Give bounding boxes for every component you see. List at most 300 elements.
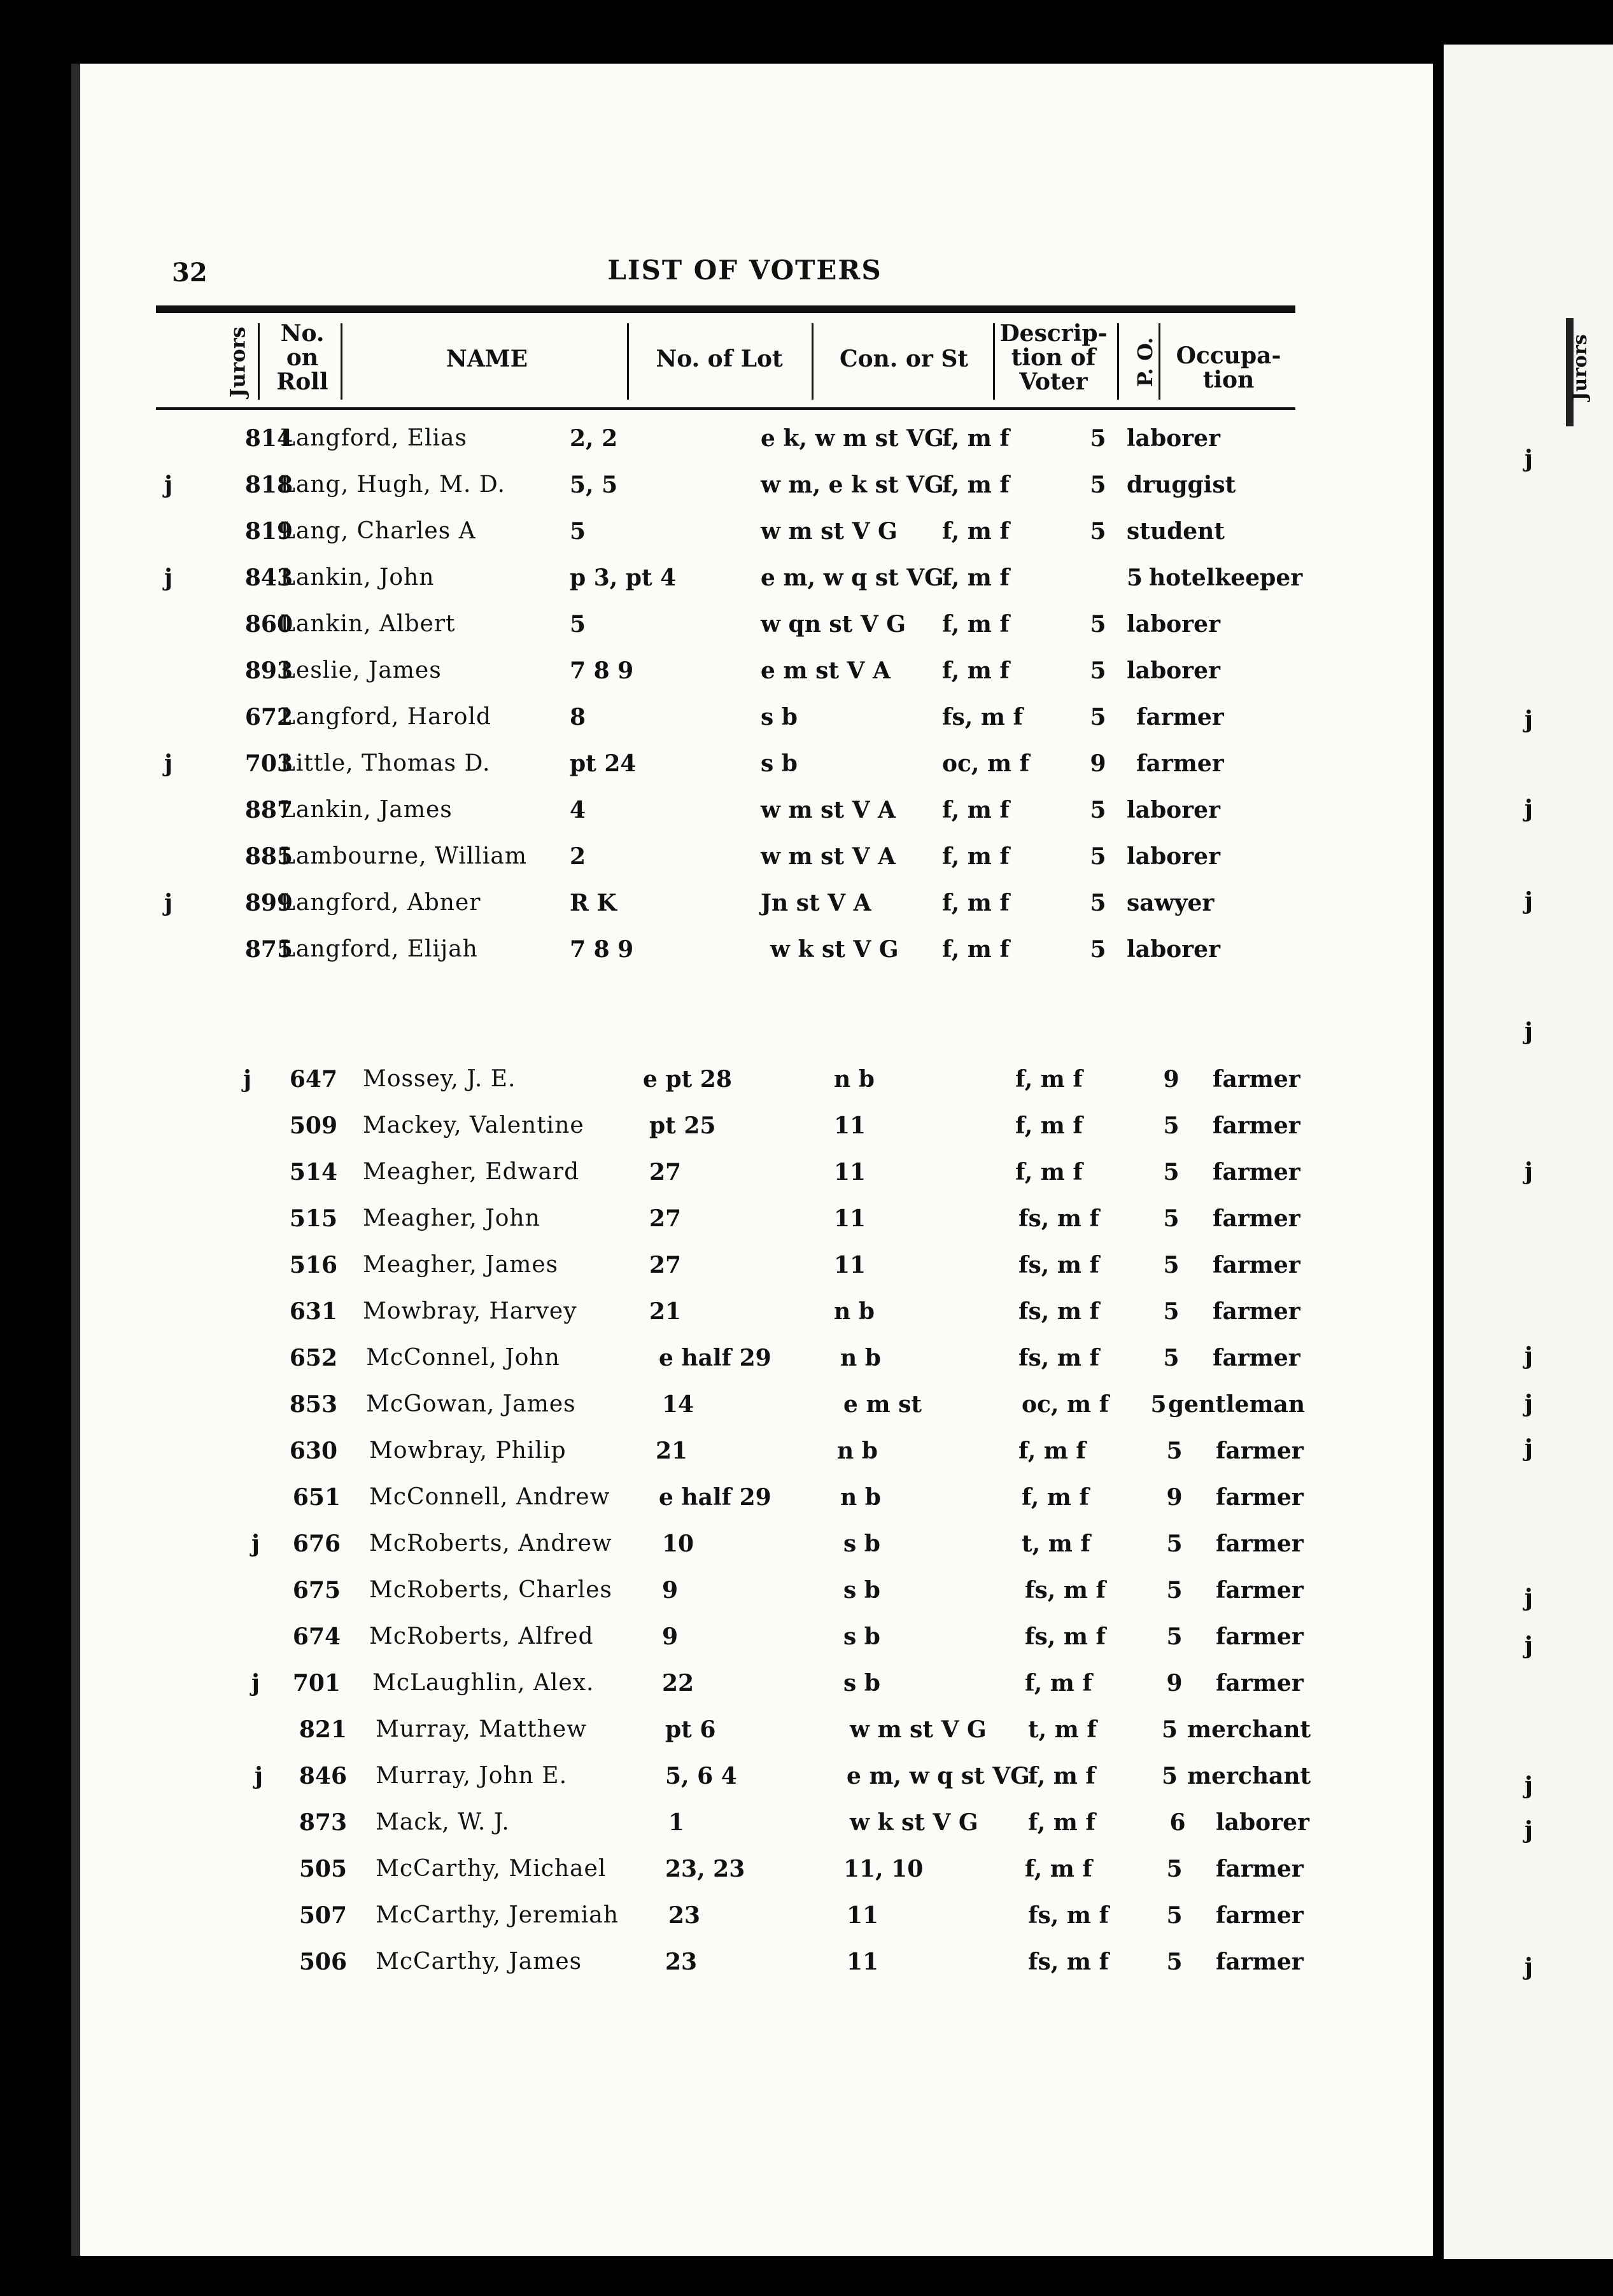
voter-name: Murray, Matthew: [376, 1716, 587, 1742]
voter-description: fs, m f: [1018, 1205, 1099, 1232]
post-office: 5: [1166, 1949, 1183, 1975]
voter-name: Lang, Hugh, M. D.: [280, 472, 505, 498]
roll-number: 651: [292, 1484, 341, 1511]
post-office: 5: [1150, 1391, 1167, 1418]
page-title: LIST OF VOTERS: [607, 255, 882, 286]
table-row: [0, 1345, 1353, 1390]
post-office: 5: [1090, 425, 1106, 452]
lot-number: 5: [570, 518, 586, 545]
occupation: farmer: [1213, 1159, 1300, 1186]
right-juror-mark: j: [1525, 1772, 1533, 1799]
voter-name: McCarthy, Jeremiah: [376, 1902, 619, 1928]
roll-number: 873: [299, 1809, 347, 1836]
roll-number: 899: [244, 890, 293, 916]
voter-description: fs, m f: [1028, 1949, 1109, 1975]
table-row: [0, 936, 1353, 982]
header-lot: No. of Lot: [656, 346, 783, 372]
concession: 11: [847, 1949, 879, 1975]
voter-description: oc, m f: [1022, 1391, 1109, 1418]
right-juror-mark: j: [1525, 1018, 1533, 1045]
post-office: 5: [1090, 472, 1106, 498]
table-row: [0, 1716, 1353, 1762]
table-row: [0, 1159, 1353, 1205]
roll-number: 701: [292, 1670, 341, 1697]
roll-number: 652: [289, 1345, 337, 1371]
concession: w k st V G: [770, 936, 899, 963]
occupation: farmer: [1216, 1856, 1304, 1882]
lot-number: 8: [570, 704, 586, 731]
roll-number: 672: [244, 704, 293, 731]
column-separator: [812, 323, 814, 400]
occupation: gentleman: [1168, 1391, 1306, 1418]
post-office: 5: [1090, 797, 1106, 823]
voter-description: f, m f: [1022, 1484, 1089, 1511]
voter-description: fs, m f: [1025, 1623, 1106, 1650]
occupation: farmer: [1136, 750, 1224, 777]
occupation: farmer: [1216, 1670, 1304, 1697]
voter-name: Lankin, Albert: [280, 611, 456, 637]
table-row: [0, 1298, 1353, 1344]
voter-description: f, m f: [942, 611, 1010, 638]
concession: s b: [843, 1670, 880, 1697]
lot-number: 7 8 9: [570, 936, 634, 963]
table-row: [0, 1577, 1353, 1623]
right-juror-mark: j: [1525, 1343, 1533, 1369]
table-row: [0, 1670, 1353, 1716]
roll-number: 515: [289, 1205, 337, 1232]
roll-number: 647: [289, 1066, 337, 1093]
voter-name: Lambourne, William: [280, 843, 528, 869]
roll-number: 885: [244, 843, 293, 870]
roll-number: 630: [289, 1438, 337, 1464]
roll-number: 509: [289, 1112, 337, 1139]
voter-description: fs, m f: [1028, 1902, 1109, 1929]
voter-description: f, m f: [1028, 1763, 1095, 1789]
roll-number: 676: [292, 1530, 341, 1557]
header-occ-line1: Occupa-: [1176, 342, 1281, 369]
post-office: 5: [1090, 843, 1106, 870]
header-no: No.: [280, 320, 325, 347]
header-occupation: [1165, 344, 1292, 392]
voter-description: f, m f: [942, 843, 1010, 870]
lot-number: e pt 28: [643, 1066, 732, 1093]
lot-number: e half 29: [659, 1345, 771, 1371]
header-occ-line2: tion: [1202, 367, 1255, 393]
concession: e m, w q st VG: [847, 1763, 1030, 1789]
header-on: on: [286, 344, 319, 371]
roll-number: 506: [299, 1949, 347, 1975]
post-office: 5: [1163, 1252, 1180, 1278]
voter-name: Mowbray, Philip: [369, 1438, 567, 1464]
voter-description: f, m f: [1015, 1159, 1083, 1186]
concession: 11: [834, 1159, 866, 1186]
voter-name: McCarthy, James: [376, 1949, 582, 1975]
roll-number: 505: [299, 1856, 347, 1882]
roll-number: 846: [299, 1763, 347, 1789]
concession: w m, e k st VG: [761, 472, 944, 498]
concession: 11: [834, 1252, 866, 1278]
table-row: [0, 1484, 1353, 1530]
occupation: farmer: [1213, 1066, 1300, 1093]
voter-name: Mack, W. J.: [376, 1809, 510, 1835]
lot-number: 21: [649, 1298, 682, 1325]
juror-mark: j: [164, 564, 173, 591]
juror-mark: j: [255, 1763, 264, 1789]
voter-name: Murray, John E.: [376, 1763, 568, 1789]
header-desc-line1: Descrip-: [999, 320, 1108, 347]
roll-number: 853: [289, 1391, 337, 1418]
lot-number: 21: [656, 1438, 688, 1464]
concession: s b: [761, 704, 798, 731]
concession: n b: [834, 1298, 875, 1325]
voter-name: Lang, Charles A: [280, 518, 476, 544]
table-row: [0, 843, 1353, 889]
lot-number: 14: [662, 1391, 694, 1418]
voter-description: f, m f: [1015, 1066, 1083, 1093]
header-description: [996, 321, 1111, 394]
lot-number: 9: [662, 1623, 679, 1650]
lot-number: pt 24: [570, 750, 637, 777]
concession: 11: [834, 1112, 866, 1139]
concession: w qn st V G: [761, 611, 906, 638]
column-separator: [627, 323, 629, 400]
concession: e m st V A: [761, 657, 891, 684]
voter-description: f, m f: [1018, 1438, 1086, 1464]
post-office: 5: [1163, 1159, 1180, 1186]
occupation: laborer: [1127, 425, 1221, 452]
voter-description: fs, m f: [942, 704, 1023, 731]
table-row: [0, 1066, 1353, 1112]
post-office: 5: [1090, 518, 1106, 545]
roll-number: 893: [244, 657, 293, 684]
post-office: 5: [1090, 890, 1106, 916]
table-row: [0, 1438, 1353, 1483]
voter-name: McConnel, John: [366, 1345, 560, 1371]
post-office: 5: [1163, 1298, 1180, 1325]
roll-number: 507: [299, 1902, 347, 1929]
table-row: [0, 657, 1353, 703]
post-office: 5: [1090, 936, 1106, 963]
table-row: [0, 704, 1353, 750]
concession: s b: [843, 1623, 880, 1650]
table-row: [0, 611, 1353, 657]
post-office: 5: [1166, 1438, 1183, 1464]
voter-name: Leslie, James: [280, 657, 442, 683]
lot-number: 2: [570, 843, 586, 870]
table-row: [0, 564, 1353, 610]
occupation: farmer: [1216, 1623, 1304, 1650]
juror-mark: j: [164, 750, 173, 777]
occupation: laborer: [1216, 1809, 1310, 1836]
voter-name: Meagher, Edward: [363, 1159, 580, 1185]
voter-description: fs, m f: [1018, 1345, 1099, 1371]
juror-mark: j: [243, 1066, 252, 1093]
voter-description: t, m f: [1022, 1530, 1090, 1557]
voter-name: McCarthy, Michael: [376, 1856, 607, 1882]
post-office: 5: [1166, 1530, 1183, 1557]
voter-name: McGowan, James: [366, 1391, 576, 1417]
table-row: [0, 1763, 1353, 1809]
concession: w m st V G: [850, 1716, 987, 1743]
lot-number: 5, 5: [570, 472, 618, 498]
occupation: laborer: [1127, 611, 1221, 638]
table-row: [0, 425, 1353, 471]
voter-name: Mossey, J. E.: [363, 1066, 516, 1092]
post-office: 6: [1169, 1809, 1186, 1836]
occupation: farmer: [1216, 1438, 1304, 1464]
right-juror-mark: j: [1525, 1585, 1533, 1611]
voter-description: fs, m f: [1018, 1298, 1099, 1325]
voter-description: f, m f: [942, 890, 1010, 916]
voter-name: Lankin, James: [280, 797, 453, 823]
page-number: 32: [172, 258, 208, 288]
occupation: farmer: [1213, 1252, 1300, 1278]
post-office: 9: [1090, 750, 1106, 777]
concession: s b: [843, 1577, 880, 1604]
voter-name: Meagher, John: [363, 1205, 540, 1231]
lot-number: 1: [668, 1809, 685, 1836]
voter-description: f, m f: [942, 797, 1010, 823]
voter-name: Mowbray, Harvey: [363, 1298, 577, 1324]
occupation: merchant: [1187, 1763, 1311, 1789]
occupation: farmer: [1213, 1345, 1300, 1371]
roll-number: 821: [299, 1716, 347, 1743]
table-row: [0, 1902, 1353, 1948]
voter-description: f, m f: [942, 936, 1010, 963]
post-office: 9: [1166, 1484, 1183, 1511]
concession: Jn st V A: [761, 890, 871, 916]
post-office: 5: [1090, 704, 1106, 731]
table-row: [0, 1949, 1353, 1994]
voter-name: Langford, Abner: [280, 890, 481, 916]
voter-description: f, m f: [1025, 1670, 1092, 1697]
table-row: [0, 1530, 1353, 1576]
roll-number: 887: [244, 797, 293, 823]
header-jurors: Jurors: [225, 326, 250, 398]
voter-name: McRoberts, Andrew: [369, 1530, 612, 1557]
roll-number: 703: [244, 750, 293, 777]
voter-name: Little, Thomas D.: [280, 750, 491, 776]
voter-description: f, m f: [1028, 1809, 1095, 1836]
lot-number: 27: [649, 1252, 682, 1278]
voter-description: t, m f: [1028, 1716, 1097, 1743]
voter-name: McConnell, Andrew: [369, 1484, 610, 1510]
post-office: 5: [1162, 1716, 1178, 1743]
occupation: merchant: [1187, 1716, 1311, 1743]
column-separator: [1117, 323, 1119, 400]
voter-description: fs, m f: [1025, 1577, 1106, 1604]
post-office: 5: [1166, 1856, 1183, 1882]
roll-number: 875: [244, 936, 293, 963]
lot-number: 2, 2: [570, 425, 618, 452]
table-row: [0, 518, 1353, 564]
post-office: 5: [1090, 611, 1106, 638]
roll-number: 818: [244, 472, 293, 498]
concession: e k, w m st VG: [761, 425, 944, 452]
occupation: farmer: [1213, 1205, 1300, 1232]
lot-number: 23: [665, 1949, 698, 1975]
lot-number: 23, 23: [665, 1856, 745, 1882]
occupation: farmer: [1213, 1298, 1300, 1325]
concession: s b: [761, 750, 798, 777]
roll-number: 674: [292, 1623, 341, 1650]
voter-description: f, m f: [1025, 1856, 1092, 1882]
voter-description: f, m f: [942, 425, 1010, 452]
lot-number: 10: [662, 1530, 694, 1557]
post-office: 5: [1163, 1345, 1180, 1371]
concession: n b: [840, 1484, 881, 1511]
roll-number: 514: [289, 1159, 337, 1186]
post-office: 9: [1166, 1670, 1183, 1697]
post-office: 5: [1162, 1763, 1178, 1789]
column-separator: [341, 323, 342, 400]
juror-mark: j: [164, 472, 173, 498]
occupation: druggist: [1127, 472, 1236, 498]
concession: 11: [847, 1902, 879, 1929]
post-office: 5: [1166, 1577, 1183, 1604]
post-office: 5: [1166, 1902, 1183, 1929]
header-con: Con. or St: [839, 346, 969, 372]
concession: w m st V A: [761, 843, 896, 870]
right-juror-mark: j: [1525, 706, 1533, 733]
lot-number: pt 25: [649, 1112, 716, 1139]
header-name: NAME: [446, 346, 528, 372]
table-row: [0, 890, 1353, 935]
table-row: [0, 1856, 1353, 1901]
table-row: [0, 1809, 1353, 1855]
lot-number: 9: [662, 1577, 679, 1604]
right-juror-mark: j: [1525, 888, 1533, 914]
juror-mark: j: [164, 890, 173, 916]
roll-number: 814: [244, 425, 293, 452]
concession: n b: [837, 1438, 878, 1464]
occupation: laborer: [1127, 843, 1221, 870]
header-po: P. O.: [1133, 337, 1158, 388]
voter-name: McRoberts, Alfred: [369, 1623, 594, 1649]
juror-mark: j: [251, 1670, 260, 1697]
post-office: 5: [1163, 1112, 1180, 1139]
voter-name: Langford, Harold: [280, 704, 492, 730]
table-row: [0, 797, 1353, 843]
header-desc-line2: tion of: [1011, 344, 1096, 371]
post-office: 5: [1163, 1205, 1180, 1232]
voter-name: Meagher, James: [363, 1252, 559, 1278]
occupation: laborer: [1127, 657, 1221, 684]
roll-number: 860: [244, 611, 293, 638]
voter-name: Langford, Elijah: [280, 936, 478, 962]
column-separator: [993, 323, 995, 400]
right-page-jurors-header: Jurors: [1568, 334, 1591, 401]
post-office: 5: [1090, 657, 1106, 684]
concession: w m st V A: [761, 797, 896, 823]
voter-name: Lankin, John: [280, 564, 435, 591]
table-row: [0, 1252, 1353, 1298]
voter-description: oc, m f: [942, 750, 1030, 777]
concession: w m st V G: [761, 518, 898, 545]
voter-description: f, m f: [942, 518, 1010, 545]
header-rule-top: [156, 305, 1295, 313]
voter-description: f, m f: [1015, 1112, 1083, 1139]
post-office: 9: [1163, 1066, 1180, 1093]
table-row: [0, 1112, 1353, 1158]
occupation: farmer: [1216, 1949, 1304, 1975]
right-juror-mark: j: [1525, 1435, 1533, 1462]
occupation: farmer: [1216, 1577, 1304, 1604]
concession: w k st V G: [850, 1809, 978, 1836]
table-row: [0, 1391, 1353, 1437]
concession: n b: [834, 1066, 875, 1093]
voter-description: fs, m f: [1018, 1252, 1099, 1278]
voter-name: McLaughlin, Alex.: [372, 1670, 595, 1696]
voter-description: f, m f: [942, 657, 1010, 684]
concession: e m st: [843, 1391, 922, 1418]
voter-description: f, m f: [942, 564, 1010, 591]
roll-number: 631: [289, 1298, 337, 1325]
concession: s b: [843, 1530, 880, 1557]
occupation: laborer: [1127, 797, 1221, 823]
post-office: 5: [1166, 1623, 1183, 1650]
roll-number: 819: [244, 518, 293, 545]
concession: e m, w q st VG: [761, 564, 944, 591]
lot-number: 5: [570, 611, 586, 638]
lot-number: 27: [649, 1205, 682, 1232]
occupation: farmer: [1213, 1112, 1300, 1139]
lot-number: 5, 6 4: [665, 1763, 737, 1789]
column-separator: [1159, 323, 1160, 400]
right-juror-mark: j: [1525, 1954, 1533, 1980]
header-roll: Roll: [276, 368, 328, 395]
table-row: [0, 750, 1353, 796]
header-no-on-roll: [267, 321, 337, 394]
lot-number: 27: [649, 1159, 682, 1186]
post-office: 5: [1127, 564, 1143, 591]
occupation: farmer: [1216, 1902, 1304, 1929]
lot-number: e half 29: [659, 1484, 771, 1511]
table-row: [0, 472, 1353, 517]
occupation: farmer: [1216, 1530, 1304, 1557]
lot-number: 23: [668, 1902, 701, 1929]
occupation: sawyer: [1127, 890, 1215, 916]
right-juror-mark: j: [1525, 1158, 1533, 1185]
lot-number: R K: [570, 890, 617, 916]
column-separator: [258, 323, 260, 400]
occupation: student: [1127, 518, 1225, 545]
occupation: laborer: [1127, 936, 1221, 963]
occupation: farmer: [1216, 1484, 1304, 1511]
lot-number: p 3, pt 4: [570, 564, 677, 591]
occupation: hotelkeeper: [1149, 564, 1303, 591]
table-row: [0, 1205, 1353, 1251]
voter-name: Mackey, Valentine: [363, 1112, 584, 1138]
right-juror-mark: j: [1525, 795, 1533, 822]
voter-name: Langford, Elias: [280, 425, 467, 451]
header-desc-line3: Voter: [1019, 368, 1088, 395]
occupation: farmer: [1136, 704, 1224, 731]
concession: 11: [834, 1205, 866, 1232]
right-juror-mark: j: [1525, 1390, 1533, 1417]
header-rule-bottom: [156, 407, 1295, 410]
concession: n b: [840, 1345, 881, 1371]
roll-number: 516: [289, 1252, 337, 1278]
lot-number: 4: [570, 797, 586, 823]
voter-name: McRoberts, Charles: [369, 1577, 612, 1603]
right-juror-mark: j: [1525, 1632, 1533, 1659]
roll-number: 675: [292, 1577, 341, 1604]
juror-mark: j: [251, 1530, 260, 1557]
right-juror-mark: j: [1525, 1817, 1533, 1844]
roll-number: 843: [244, 564, 293, 591]
table-row: [0, 1623, 1353, 1669]
